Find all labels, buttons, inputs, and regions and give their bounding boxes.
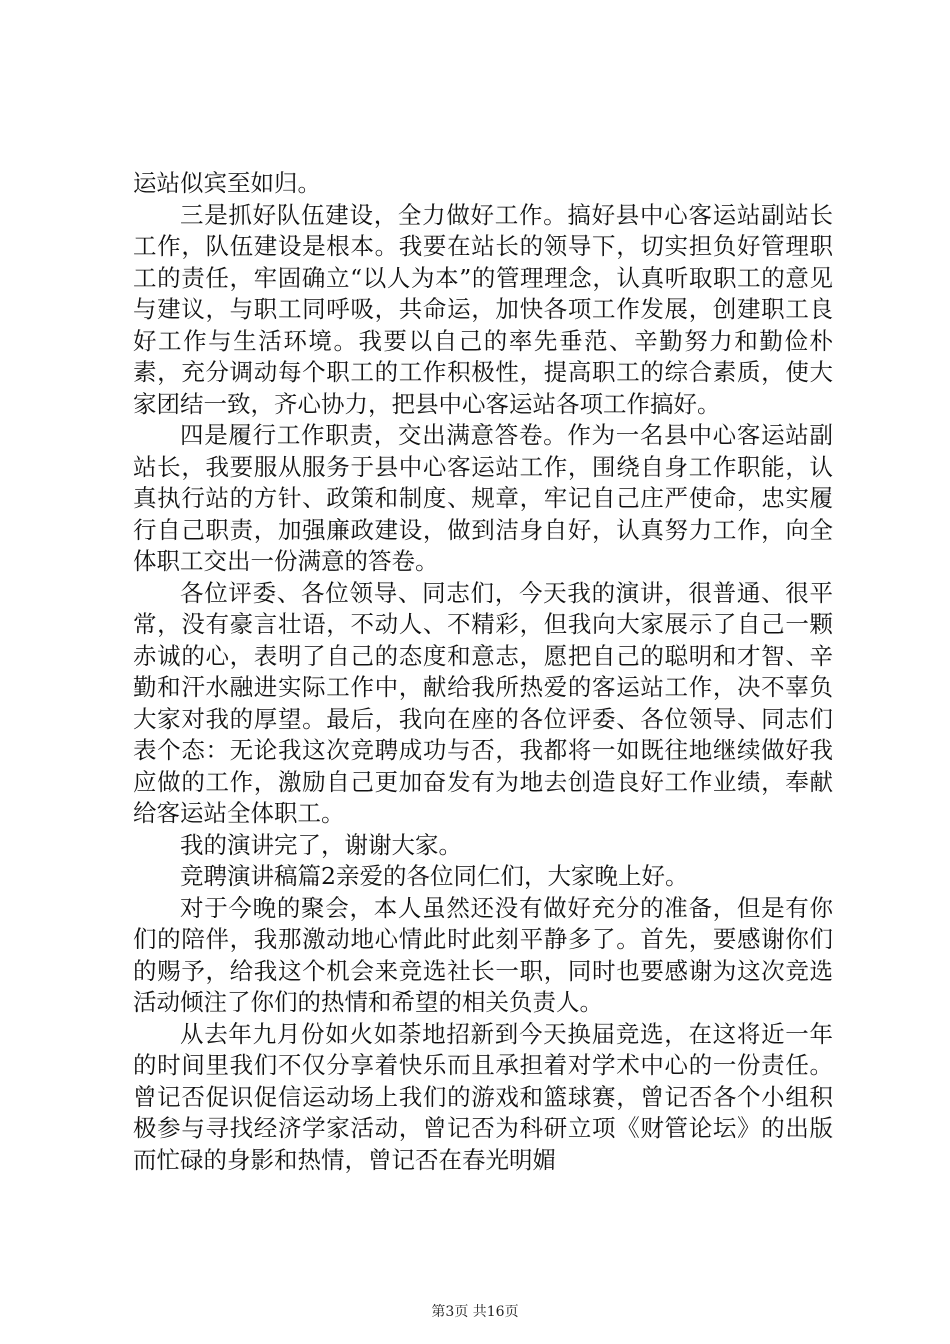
paragraph-gathering: 对于今晚的聚会，本人虽然还没有做好充分的准备，但是有你们的陪伴，我那激动地心情此时此刻平静多了。首先，要感谢你们的赐予，给我这个机会来竞选社长一职，同时也要感谢为这次竞选活动倾注了你们的热情和希望的相关负责人。 [133,893,833,1016]
paragraph-duties: 四是履行工作职责，交出满意答卷。作为一名县中心客运站副站长，我要服从服务于县中心客运站工作，围绕自身工作职能，认真执行站的方针、政策和制度、规章，牢记自己庄严使命，忠实履行自己职责，加强廉政建设，做到洁身自好，认真努力工作，向全体职工交出一份满意的答卷。 [133,421,833,575]
paragraph-past-year: 从去年九月份如火如荼地招新到今天换届竞选，在这将近一年的时间里我们不仅分享着快乐而且承担着对学术中心的一份责任。曾记否促识促信运动场上我们的游戏和篮球赛，曾记否各个小组积极参与寻找经济学家活动，曾记否为科研立项《财管论坛》的出版而忙碌的身影和热情，曾记否在春光明媚 [133,1019,833,1174]
paragraph-team-building: 三是抓好队伍建设，全力做好工作。搞好县中心客运站副站长工作，队伍建设是根本。我要在站长的领导下，切实担负好管理职工的责任，牢固确立“以人为本”的管理理念，认真听取职工的意见与建议，与职工同呼吸，共命运，加快各项工作发展，创建职工良好工作与生活环境。我要以自己的率先垂范、辛勤努力和勤俭朴素，充分调动每个职工的工作积极性，提高职工的综合素质，使大家团结一致，齐心协力，把县中心客运站各项工作搞好。 [133,200,833,418]
document-body [133,168,833,1176]
paragraph-speech-2-opening: 竞聘演讲稿篇2亲爱的各位同仁们，大家晚上好。 [180,862,689,890]
paragraph-continuation: 运站似宾至如归。 [133,169,321,197]
paragraph-closing-remarks: 各位评委、各位领导、同志们，今天我的演讲，很普通、很平常，没有豪言壮语，不动人、不精彩，但我向大家展示了自己一颗赤诚的心，表明了自己的态度和意志，愿把自己的聪明和才智、辛勤和汗水融进实际工作中，献给我所热爱的客运站工作，决不辜负大家对我的厚望。最后，我向在座的各位评委、各位领导、同志们表个态：无论我这次竞聘成功与否，我都将一如既往地继续做好我应做的工作，激励自己更加奋发有为地去创造良好工作业绩，奉献给客运站全体职工。 [133,578,833,827]
paragraph-thanks: 我的演讲完了，谢谢大家。 [180,830,462,859]
page-number-footer: 第3页 共16页 [431,1304,519,1320]
